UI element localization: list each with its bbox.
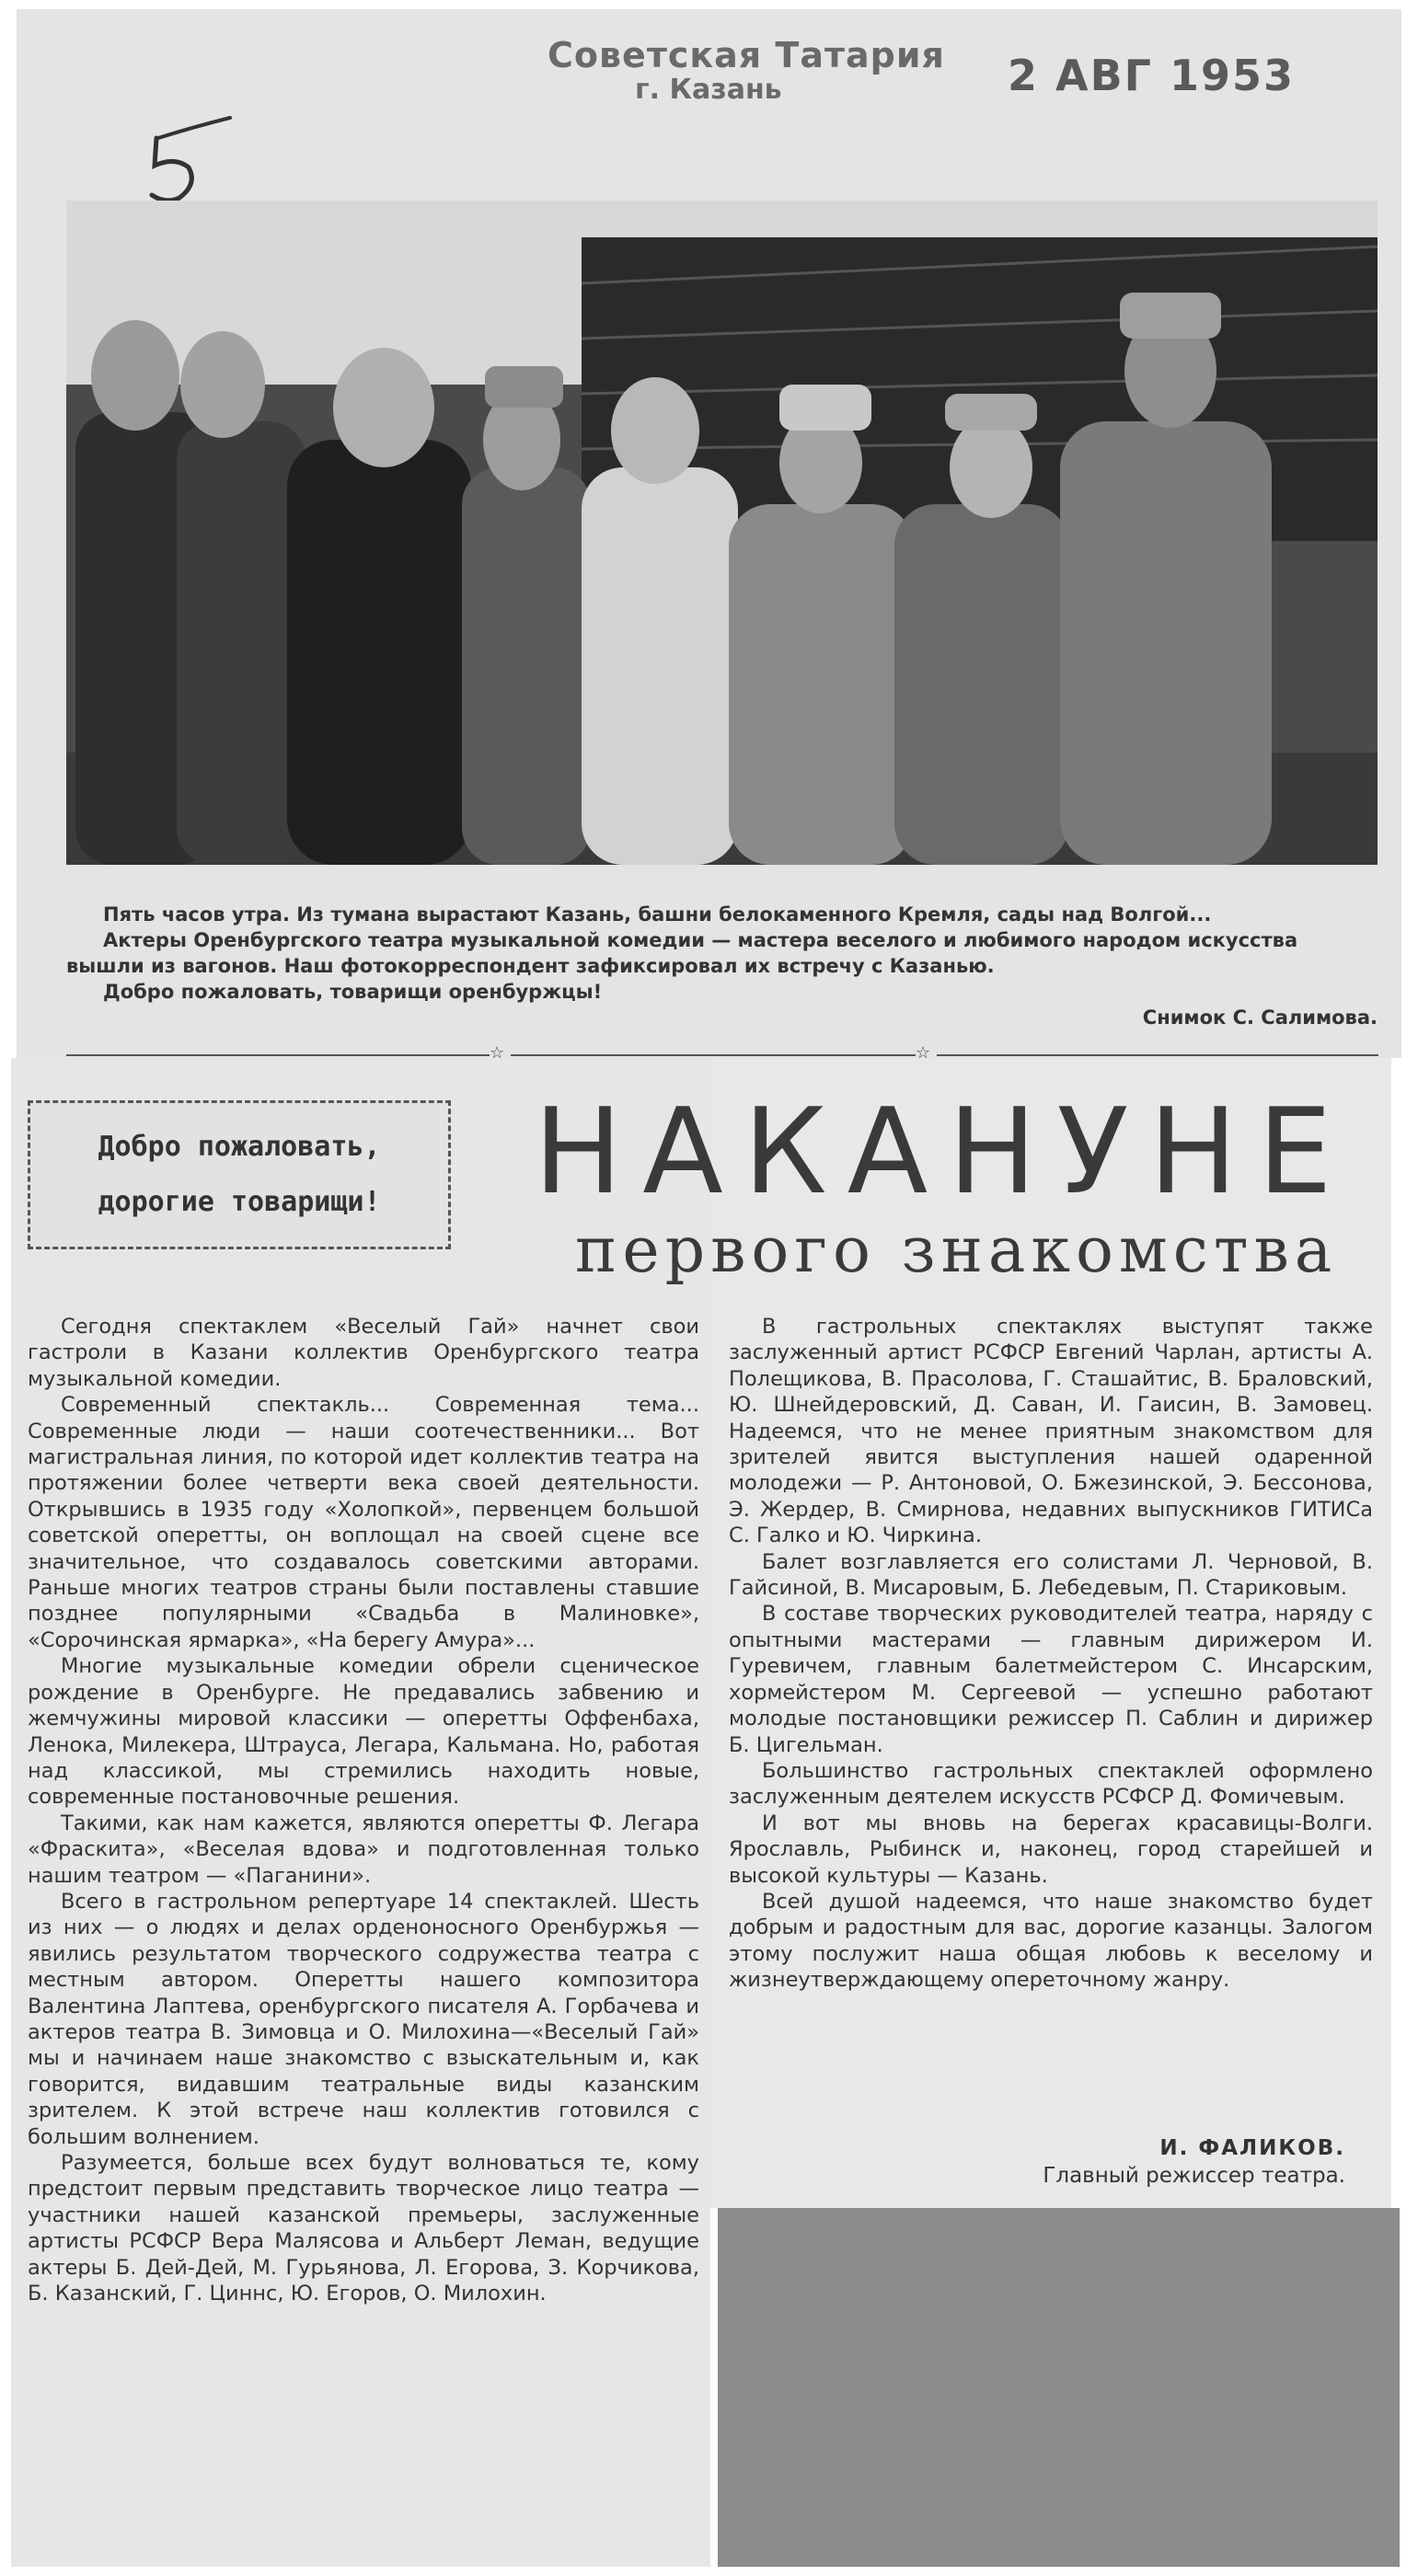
group-photo [66,201,1378,865]
paragraph: И вот мы вновь на берегах красавицы-Волги. Ярославль, Рыбинск и, наконец, город старейшей и высокой культуры — Казань. [729,1811,1373,1888]
caption-line-1: Пять часов утра. Из тумана вырастают Казань, башни белокаменного Кремля, сады над Волгой... [103,903,1212,926]
article-column-left [28,1314,699,2306]
separator-rule-middle [511,1054,916,1056]
caption-line-3: Добро пожаловать, товарищи оренбуржцы! [103,981,603,1003]
newspaper-name: Советская Татария [548,35,945,75]
separator-rule-left [66,1054,490,1056]
clipping-date: 2 АВГ 1953 [1008,51,1296,100]
photo-caption [66,902,1378,1029]
article-subheadline: первого знакомства [575,1214,1338,1287]
paragraph: Сегодня спектаклем «Веселый Гай» начнет свои гастроли в Казани коллектив Оренбургского театра музыкальной комедии. [28,1315,699,1391]
paragraph: Современный спектакль... Современная тема... Современные люди — наши соотечественники... Вот магистральная линия, по которой идет коллектив театра на протяжении более четверти века своей деятельности. Открывшись в 1935 году «Холопкой», первенцем большой советской оперетты, он воплощал на своей сцене все значительное, что создавалось советскими авторами. Раньше многих театров страны были поставлены ставшие позднее популярными «Свадьба в Малиновке», «Сорочинская ярмарка», «На берегу Амура»... [28,1393,699,1652]
star-icon: ☆ [490,1043,505,1063]
photo-illustration [66,201,1378,865]
paragraph: Большинство гастрольных спектаклей оформлено заслуженным деятелем искусств РСФСР Д. Фомичевым. [729,1758,1373,1810]
separator-rule-right [937,1054,1378,1056]
author-role: Главный режиссер театра. [1043,2164,1345,2188]
welcome-line-2: дорогие товарищи! [98,1186,381,1218]
paragraph: Всей душой надеемся, что наше знакомство будет добрым и радостным для вас, дорогие казанцы. Залогом этому послужит наша общая любовь к веселому и жизнеутверждающему опереточному жанру. [729,1889,1373,1993]
paragraph: В гастрольных спектаклях выступят также заслуженный артист РСФСР Евгений Чарлан, артисты А. Полещикова, В. Прасолова, Г. Сташайтис, В. Браловский, Ю. Шнейдеровский, Д. Саван, И. Гаисин, В. Замовец. Надеемся, что не менее приятным знакомством для зрителей явится выступления нашей одаренной молодежи — Р. Антоновой, О. Бжезинской, Э. Бессонова, Э. Жердер, В. Смирнова, недавних выпускников ГИТИСа С. Галко и Ю. Чиркина. [729,1315,1373,1548]
background-shadow [718,2208,1400,2567]
paragraph: Балет возглавляется его солистами Л. Черновой, В. Гайсиной, В. Мисаровым, Б. Лебедевым, П. Стариковым. [729,1549,1373,1601]
paragraph: В составе творческих руководителей театра, наряду с опытными мастерами — главным дирижером И. Гуревичем, главным балетмейстером С. Инсарским, хормейстером М. Сергеевой — успешно работают молодые постановщики режиссер П. Саблин и дирижер Б. Цигельман. [729,1602,1373,1757]
caption-line-2: Актеры Оренбургского театра музыкальной комедии — мастера веселого и любимого народом искусства вышли из вагонов. Наш фотокорреспондент зафиксировал их встречу с Казанью. [66,929,1298,977]
article-headline: НАКАНУНЕ [534,1084,1353,1221]
photo-credit: Снимок С. Салимова. [1142,1006,1378,1029]
paragraph: Такими, как нам кажется, являются оперетты Ф. Легара «Фраскита», «Веселая вдова» и подготовленная только нашим театром — «Паганини». [28,1811,699,1888]
author-name: И. ФАЛИКОВ. [1159,2136,1345,2160]
paragraph: Многие музыкальные комедии обрели сценическое рождение в Оренбурге. Не предавались забвению и жемчужины мировой классики — оперетты Оффенбаха, Ленока, Милекера, Штрауса, Легара, Кальмана. Но, работая над классикой, мы стремились находить новые, современные постановочные решения. [28,1654,699,1810]
welcome-box [28,1100,451,1249]
newspaper-city: г. Казань [635,74,782,106]
star-icon: ☆ [916,1043,931,1063]
handwritten-mark [138,110,248,212]
paragraph: Разумеется, больше всех будут волноваться те, кому предстоит первым представить творческое лицо театра — участники нашей казанской премьеры, заслуженные артисты РСФСР Вера Малясова и Альберт Леман, ведущие актеры Б. Дей-Дей, М. Гурьянова, Л. Егорова, З. Корчикова, Б. Казанский, Г. Циннс, Ю. Егоров, О. Милохин. [28,2151,699,2306]
welcome-line-1: Добро пожаловать, [98,1131,381,1163]
article-column-right [729,1314,1373,1994]
paragraph: Всего в гастрольном репертуаре 14 спектаклей. Шесть из них — о людях и делах орденоносного Оренбуржья — явились результатом творческого содружества театра с местным автором. Оперетты нашего композитора Валентина Лаптева, оренбургского писателя А. Горбачева и актеров театра В. Зимовца и О. Милохина—«Веселый Гай» мы и начинаем наше знакомство с взыскательным и, как говорится, видавшим театральные виды казанским зрителем. К этой встрече наш коллектив готовился с большим волнением. [28,1889,699,2149]
author-signature [729,2134,1345,2190]
